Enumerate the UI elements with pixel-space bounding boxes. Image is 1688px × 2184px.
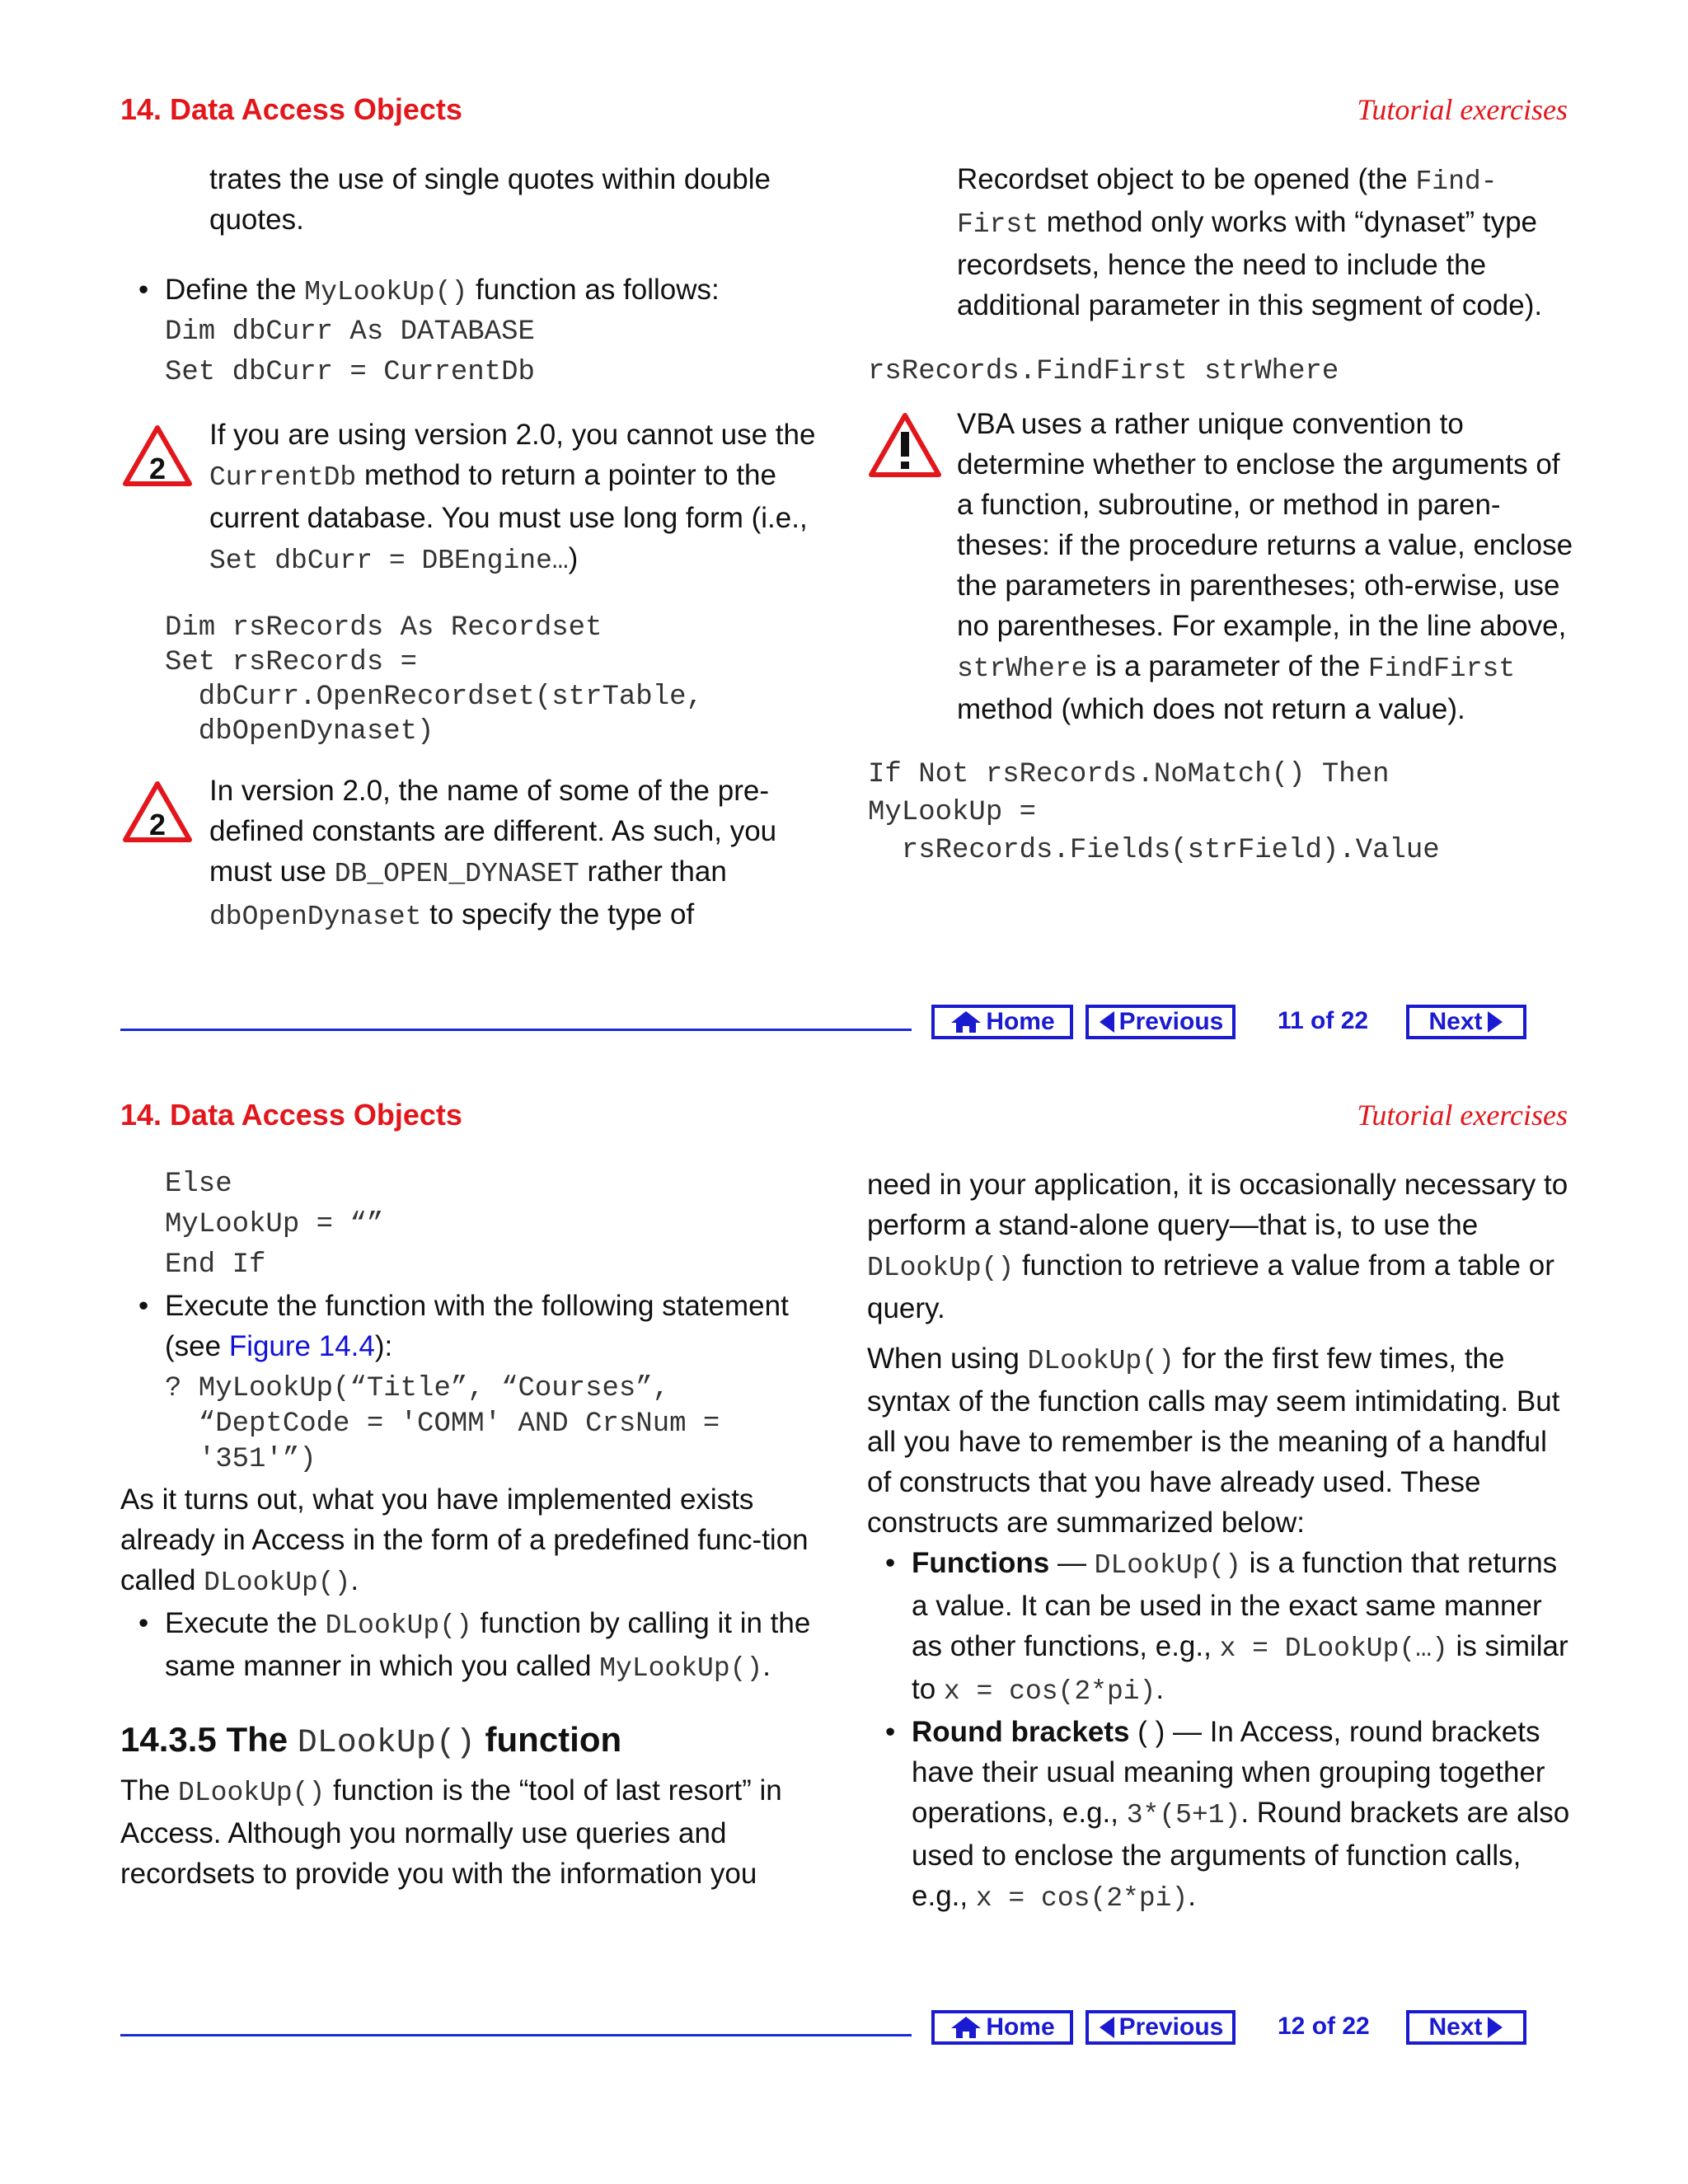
para-text: When using [867,1343,1028,1375]
inline-code: DLookUp() [1027,1346,1175,1376]
inline-code: DLookUp() [1094,1550,1241,1581]
syntax-paragraph [867,1338,1576,1543]
heading-text: The [226,1720,288,1759]
previous-button[interactable] [1085,2010,1236,2045]
heading-text: function [485,1720,622,1759]
para-text: The [120,1774,179,1807]
bullet-text: Define the [165,274,305,306]
para-text: function is the “tool of last resort” in Access. Although you normally use queries and recordsets to provide you with the information you [120,1774,782,1890]
svg-text:2: 2 [148,808,166,841]
previous-label: Previous [1118,2013,1224,2041]
inline-code: strWhere [957,654,1088,684]
para-text: As it turns out, what you have implemented exists already in Access in the form of a predefined func-tion called [120,1483,809,1596]
note-text: rather than [579,855,727,888]
chapter-title: 14. Data Access Objects [120,92,462,126]
inline-code: MyLookUp() [599,1653,763,1684]
para-text: need in your application, it is occasionally necessary to perform a stand-alone query—that is, to use the [867,1169,1568,1241]
code-block-recordset [120,611,837,749]
right-arrow-icon [1486,2015,1504,2040]
bullet-round-brackets [867,1712,1576,1919]
code-findfirst: rsRecords.FindFirst strWhere [868,356,1339,387]
section-heading [120,1717,829,1767]
left-arrow-icon [1098,2015,1116,2040]
heading-number: 14.3.5 [120,1720,217,1759]
left-column [120,1165,829,1894]
bullet-text: — [1049,1547,1095,1579]
inline-code: Set dbCurr = DBEngine… [209,546,569,576]
bullet-text: is a function that returns a value. It can be used in the exact same manner as other functions, e.g., [912,1547,1558,1662]
note-constants-text [120,771,837,937]
bullet-text: function by calling it in the same manner in which you called [165,1607,811,1682]
note-text: ) [568,542,579,574]
predefined-paragraph [120,1479,829,1603]
chapter-title: 14. Data Access Objects [120,1098,462,1132]
next-label: Next [1428,2013,1483,2041]
bullet-text: ): [374,1330,393,1362]
svg-text:2: 2 [148,452,166,485]
note-text: method (which does not return a value). [957,693,1465,725]
note-version-2-text [120,415,837,581]
code-nomatch [868,756,1577,869]
bullet-text: ( ) — In Access, round brackets have their usual meaning when grouping together operations, e.g., [912,1716,1545,1829]
bullet-text: . [1188,1880,1197,1912]
code-text: ? MyLookUp(“Title”, “Courses”, “DeptCode = 'COMM' AND CrsNum = '351'”) [165,1373,720,1475]
bullet-term: Round brackets [912,1716,1130,1748]
bullet-text: is similar to [912,1630,1568,1705]
exclamation-warning-icon [868,412,942,478]
bullet-text: Execute the function with the following statement (see [165,1290,789,1362]
section-title: Tutorial exercises [1357,93,1568,126]
inline-code: DLookUp() [204,1568,351,1598]
para-text: for the first few times, the syntax of the function calls may seem intimidating. But all you have to remember is the meaning of a handful of constructs that you have already used. These constructs are summarized below: [867,1343,1560,1539]
note-text: VBA uses a rather unique convention to determine whether to enclose the arguments of a function, subroutine, or method in paren-theses: if the procedure returns a value, enclose the parameters in parentheses; oth-erwise, use no parentheses. For example, in the line above, [957,408,1573,642]
code-text: If Not rsRecords.NoMatch() Then MyLookUp = rsRecords.Fields(strField).Value [868,759,1440,866]
para-text: function to retrieve a value from a table or query. [867,1249,1554,1324]
heading-code: DLookUp() [297,1725,476,1762]
bullet-functions [867,1543,1576,1712]
bullet-text: . [1156,1673,1165,1705]
home-icon [950,2015,982,2040]
note-text: In version 2.0, the name of some of the pre-defined constants are different. As such, you must use [209,775,777,888]
footer-rule [120,2034,912,2036]
page-indicator: 11 of 22 [1278,1007,1369,1034]
version-2-warning-icon [122,780,193,843]
right-column [868,159,1577,869]
home-button[interactable] [931,2010,1073,2045]
inline-code: 3*(5+1) [1126,1800,1241,1830]
previous-label: Previous [1118,1008,1224,1035]
inline-code: FindFirst [1367,654,1516,684]
note-text: to specify the type of [421,898,695,930]
standalone-query-paragraph [867,1165,1576,1329]
home-label: Home [986,2013,1055,2041]
bullet-define-function [120,269,837,312]
bullet-text: function as follows: [467,274,720,306]
right-column [867,1165,1576,1919]
code-else: Else MyLookUp = “” End If [165,1169,384,1281]
note-vba-warning [868,404,1577,729]
note-text: is a parameter of the [1087,650,1368,682]
bullet-text: . Round brackets are also used to enclose the arguments of function calls, e.g., [912,1797,1570,1912]
para-text: . [350,1564,359,1596]
code-text: Dim rsRecords As Recordset Set rsRecords = dbCurr.OpenRecordset(strTable, dbOpenDynaset) [165,612,703,748]
para-text: Recordset object to be opened (the [957,163,1416,195]
inline-code: CurrentDb [209,462,357,493]
inline-code: DLookUp() [325,1610,472,1641]
inline-code: x = DLookUp(…) [1219,1633,1448,1664]
inline-code: Find-First [957,166,1498,240]
inline-code: DLookUp() [178,1778,326,1808]
inline-code: MyLookUp() [304,277,468,307]
note-version-2-constants [120,771,837,937]
para-text: method only works with “dynaset” type recordsets, hence the need to include the additional parameter in this segment of code). [957,206,1543,321]
page-indicator: 12 of 22 [1278,2013,1370,2040]
page-11 [0,0,1688,1035]
figure-link[interactable]: Figure 14.4 [228,1330,375,1362]
note-text: method to return a pointer to the current database. You must use long form (i.e., [209,459,808,534]
inline-code: DB_OPEN_DYNASET [334,859,579,889]
section-title: Tutorial exercises [1357,1099,1568,1132]
bullet-text: . [762,1650,771,1682]
bullet-execute-dlookup [120,1603,829,1689]
next-button[interactable] [1406,2010,1526,2045]
bullet-term: Functions [912,1547,1050,1579]
note-version-2 [120,415,837,581]
home-label: Home [986,1008,1055,1035]
inline-code: dbOpenDynaset [209,902,422,932]
bullet-execute-function [120,1286,829,1366]
inline-code: DLookUp() [867,1253,1015,1283]
version-2-warning-icon [122,424,193,487]
code-block-db: Dim dbCurr As DATABASE Set dbCurr = CurrentDb [165,316,535,388]
continued-text: trates the use of single quotes within double quotes. [209,163,771,236]
vba-warning-text [868,404,1577,729]
note-text: If you are using version 2.0, you cannot use the [209,419,816,451]
code-mylookup-call [120,1371,829,1478]
inline-code: x = cos(2*pi) [975,1883,1189,1914]
recordset-paragraph [868,159,1577,326]
bullet-text: Execute the [165,1607,326,1639]
page-12 [0,1005,1688,2041]
inline-code: x = cos(2*pi) [943,1676,1156,1707]
dlookup-intro-paragraph [120,1770,829,1894]
left-column [120,159,837,937]
next-label: Next [1428,1008,1483,1035]
